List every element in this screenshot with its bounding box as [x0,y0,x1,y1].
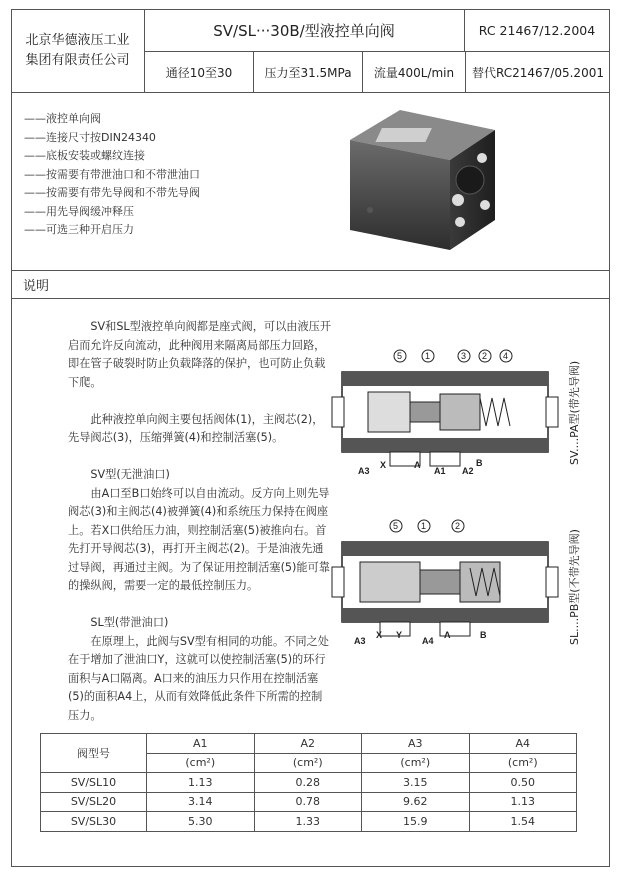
sv-caption: SV....PA型(带先导阀) [568,360,581,465]
callout-label: 1 [425,351,431,361]
company-line-2: 集团有限责任公司 [25,52,130,68]
table-unit: (cm²) [254,753,362,773]
feature-item: ——按需要有带先导阀和不带先导阀 [24,186,200,199]
header [11,9,610,93]
sl-section-diagram [330,512,560,652]
table-row [41,812,577,832]
feature-item: ——底板安装或螺纹连接 [24,149,145,162]
description [68,318,332,725]
document-title: SV/SL···30B/型液控单向阀 [213,21,395,40]
spec-flow: 流量400L/min [373,65,455,80]
callout-label: 1 [421,521,427,531]
table-header-col: A1 [147,734,255,754]
table-cell: 3.15 [362,773,470,793]
port-label: B [480,630,487,640]
port-label: X [380,460,387,470]
table-cell: 1.13 [469,792,577,812]
callout-label: 4 [503,351,509,361]
sl-type-body: 在原理上，此阀与SV型有相同的功能。不同之处在于增加了泄油口Y，这就可以使控制活塞(5)的环行面积与A口隔离。A口来的油压力只作用在控制活塞(5)的面积A4上，从而有效降低此条件下所需的控制压力。 [68,634,329,722]
table-cell: 0.28 [254,773,362,793]
spec-replaces: 替代RC21467/05.2001 [472,65,604,80]
table-row [41,792,577,812]
port-label: A [414,460,421,470]
feature-item: ——液控单向阀 [24,112,101,125]
table-row [41,773,577,793]
table-unit: (cm²) [469,753,577,773]
table-cell: 5.30 [147,812,255,832]
feature-item: ——连接尺寸按DIN24340 [24,130,156,144]
section-title: 说明 [11,270,610,299]
port-label: A1 [434,466,446,476]
table-cell: 9.62 [362,792,470,812]
feature-item: ——可选三种开启压力 [24,223,134,236]
table-header-col: A3 [362,734,470,754]
table-unit: (cm²) [362,753,470,773]
callout-label: 2 [455,521,461,531]
table-cell: 0.50 [469,773,577,793]
spec-size: 通径10至30 [165,65,233,80]
sv-type-title: SV型(无泄油口) [90,468,170,481]
port-label: A [444,630,451,640]
table-cell: SV/SL20 [41,792,147,812]
callout-label: 3 [461,351,467,361]
sv-type-body: 由A口至B口始终可以自由流动。反方向上则先导阀芯(3)和主阀芯(4)被弹簧(4)和系统压力保持在阀座上。若X口供给压力油，则控制活塞(5)被推向右。首先打开导阀芯(3)，再打开主阀芯(2)。于是油液先通过导阀，再通过主阀。为了保证用控制活塞(5)能可靠的操纵阀，需要一定的最低控制压力。 [68,486,330,592]
port-label: X [376,630,383,640]
table-cell: SV/SL30 [41,812,147,832]
spec-pressure: 压力至31.5MPa [264,65,352,80]
paragraph-components: 此种液控单向阀主要包括阀体(1)，主阀芯(2)，先导阀芯(3)，压缩弹簧(4)和控制活塞(5)。 [68,412,324,444]
table-cell: 3.14 [147,792,255,812]
table-cell: 1.54 [469,812,577,832]
sl-type-title: SL型(带泄油口) [90,616,169,629]
table-cell: SV/SL10 [41,773,147,793]
feature-list [24,110,200,240]
feature-item: ——按需要有带泄油口和不带泄油口 [24,167,200,181]
table-cell: 0.78 [254,792,362,812]
area-table [40,733,577,832]
table-unit: (cm²) [147,753,255,773]
table-cell: 1.13 [147,773,255,793]
port-label: A3 [358,466,370,476]
port-label: Y [396,630,403,640]
callout-label: 2 [482,351,488,361]
feature-item: ——用先导阀缓冲释压 [24,204,134,218]
valve-photo [340,100,500,260]
rc-number: RC 21467/12.2004 [478,22,596,38]
company-name [11,9,144,92]
table-header-col: A4 [469,734,577,754]
table-cell: 1.33 [254,812,362,832]
port-label: A4 [422,636,434,646]
table-header-col: A2 [254,734,362,754]
port-label: A3 [354,636,366,646]
table-header-model: 阀型号 [41,734,147,773]
company-line-1: 北京华德液压工业 [25,32,130,48]
sl-caption: SL....PB型(不带先导阀) [568,529,581,645]
paragraph-intro: SV和SL型液控单向阀都是座式阀，可以由液压开启而允许反向流动，此种阀用来隔离局部压力回路，即在管子破裂时防止负载降落的保护，也可防止负载下爬。 [68,320,332,389]
port-label: B [476,458,483,468]
table-cell: 15.9 [362,812,470,832]
callout-label: 5 [393,521,399,531]
callout-label: 5 [397,351,403,361]
port-label: A2 [462,466,474,476]
sv-section-diagram [330,342,560,482]
